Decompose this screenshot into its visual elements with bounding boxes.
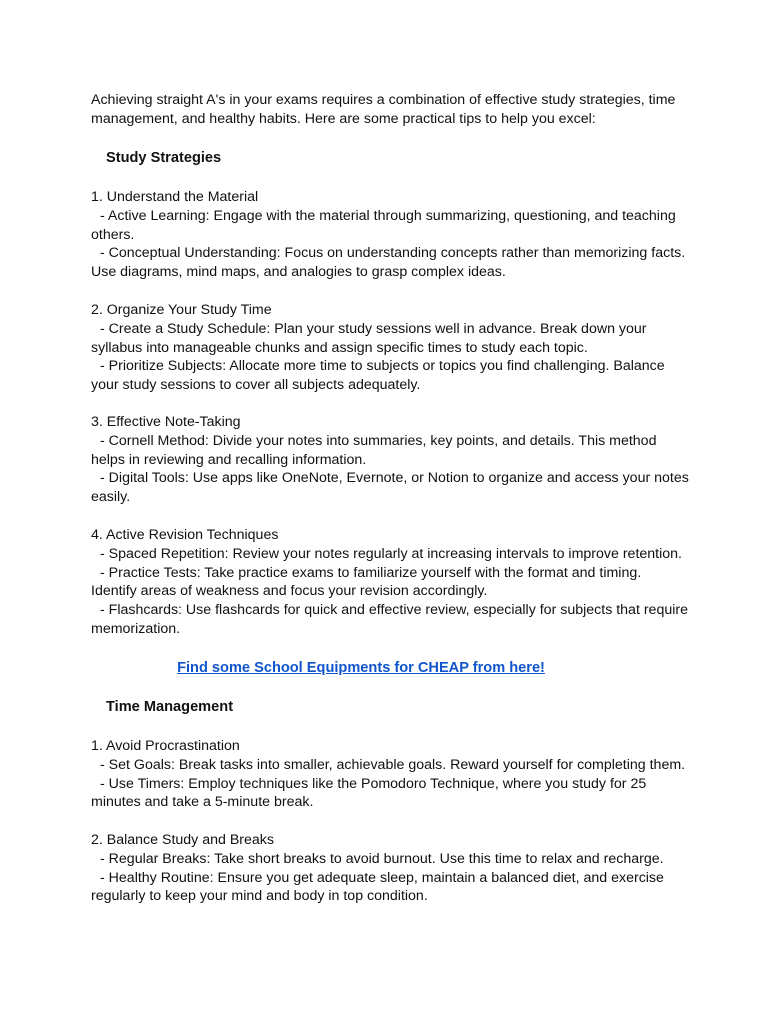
tip-bullet <box>91 357 691 376</box>
time-tip-block <box>91 831 691 906</box>
tip-bullet-text: - Healthy Routine: Ensure you get adequate sleep, maintain a balanced diet, and exercise <box>100 869 664 886</box>
tip-continuation: regularly to keep your mind and body in top condition. <box>91 888 428 905</box>
tip-bullet-text: - Spaced Repetition: Review your notes regularly at increasing intervals to improve retention. <box>100 545 682 562</box>
tip-bullet-text: - Prioritize Subjects: Allocate more time to subjects or topics you find challenging. Balance <box>100 358 665 375</box>
intro-line: Achieving straight A's in your exams requires a combination of effective study strategies, time <box>91 92 676 108</box>
tip-continuation: memorization. <box>91 620 181 637</box>
tip-bullet <box>91 469 691 488</box>
study-tip-block <box>91 188 691 282</box>
tip-bullet-text: - Create a Study Schedule: Plan your study sessions well in advance. Break down your <box>100 320 647 337</box>
tip-continuation: easily. <box>91 489 131 506</box>
tip-title: 2. Balance Study and Breaks <box>91 832 274 848</box>
tip-bullet <box>91 207 691 226</box>
study-tip-block <box>91 301 691 395</box>
tip-bullet-text: - Regular Breaks: Take short breaks to avoid burnout. Use this time to relax and recharge. <box>100 850 664 867</box>
tip-continuation: your study sessions to cover all subjects adequately. <box>91 377 421 394</box>
tip-bullet-text: - Use Timers: Employ techniques like the Pomodoro Technique, where you study for 25 <box>100 775 647 792</box>
tip-continuation: helps in reviewing and recalling information. <box>91 451 367 468</box>
tip-bullet-text: - Flashcards: Use flashcards for quick and effective review, especially for subjects that require <box>100 602 688 619</box>
tip-bullet <box>91 775 691 794</box>
tip-bullet <box>91 756 691 775</box>
tip-bullet <box>91 601 691 620</box>
tip-continuation: syllabus into manageable chunks and assign specific times to study each topic. <box>91 339 588 356</box>
tip-continuation: Identify areas of weakness and focus your revision accordingly. <box>91 583 488 600</box>
tip-bullet <box>91 320 691 339</box>
tip-bullet-text: - Digital Tools: Use apps like OneNote, Evernote, or Notion to organize and access your notes <box>100 470 689 487</box>
tip-bullet <box>91 850 691 869</box>
tip-bullet-text: - Conceptual Understanding: Focus on understanding concepts rather than memorizing facts. <box>100 245 686 262</box>
tip-bullet <box>91 545 691 564</box>
tip-continuation: Use diagrams, mind maps, and analogies to grasp complex ideas. <box>91 264 506 281</box>
tip-continuation: others. <box>91 226 135 243</box>
tip-bullet <box>91 869 691 888</box>
tip-title: 3. Effective Note-Taking <box>91 414 241 430</box>
tip-bullet-text: - Active Learning: Engage with the material through summarizing, questioning, and teaching <box>100 207 676 224</box>
tip-bullet-text: - Practice Tests: Take practice exams to familiarize yourself with the format and timing. <box>100 564 642 581</box>
tip-title: 1. Avoid Procrastination <box>91 738 240 754</box>
intro-paragraph <box>91 91 676 129</box>
section-heading-study-strategies: Study Strategies <box>106 150 222 166</box>
tip-bullet <box>91 564 691 583</box>
time-tip-block <box>91 737 691 812</box>
school-equipment-link[interactable]: Find some School Equipments for CHEAP from here! <box>177 660 545 676</box>
tip-title: 1. Understand the Material <box>91 189 259 205</box>
tip-bullet <box>91 244 691 263</box>
cta-line <box>0 659 722 677</box>
tip-bullet-text: - Set Goals: Break tasks into smaller, achievable goals. Reward yourself for completing them. <box>100 756 686 773</box>
section-heading-time-management: Time Management <box>106 699 234 715</box>
study-tip-block <box>91 526 691 639</box>
intro-line: management, and healthy habits. Here are some practical tips to help you excel: <box>91 110 596 127</box>
tip-bullet <box>91 432 691 451</box>
tip-continuation: minutes and take a 5-minute break. <box>91 794 314 811</box>
tip-title: 2. Organize Your Study Time <box>91 302 272 318</box>
study-tip-block <box>91 413 691 507</box>
tip-title: 4. Active Revision Techniques <box>91 527 279 543</box>
tip-bullet-text: - Cornell Method: Divide your notes into summaries, key points, and details. This method <box>100 432 657 449</box>
